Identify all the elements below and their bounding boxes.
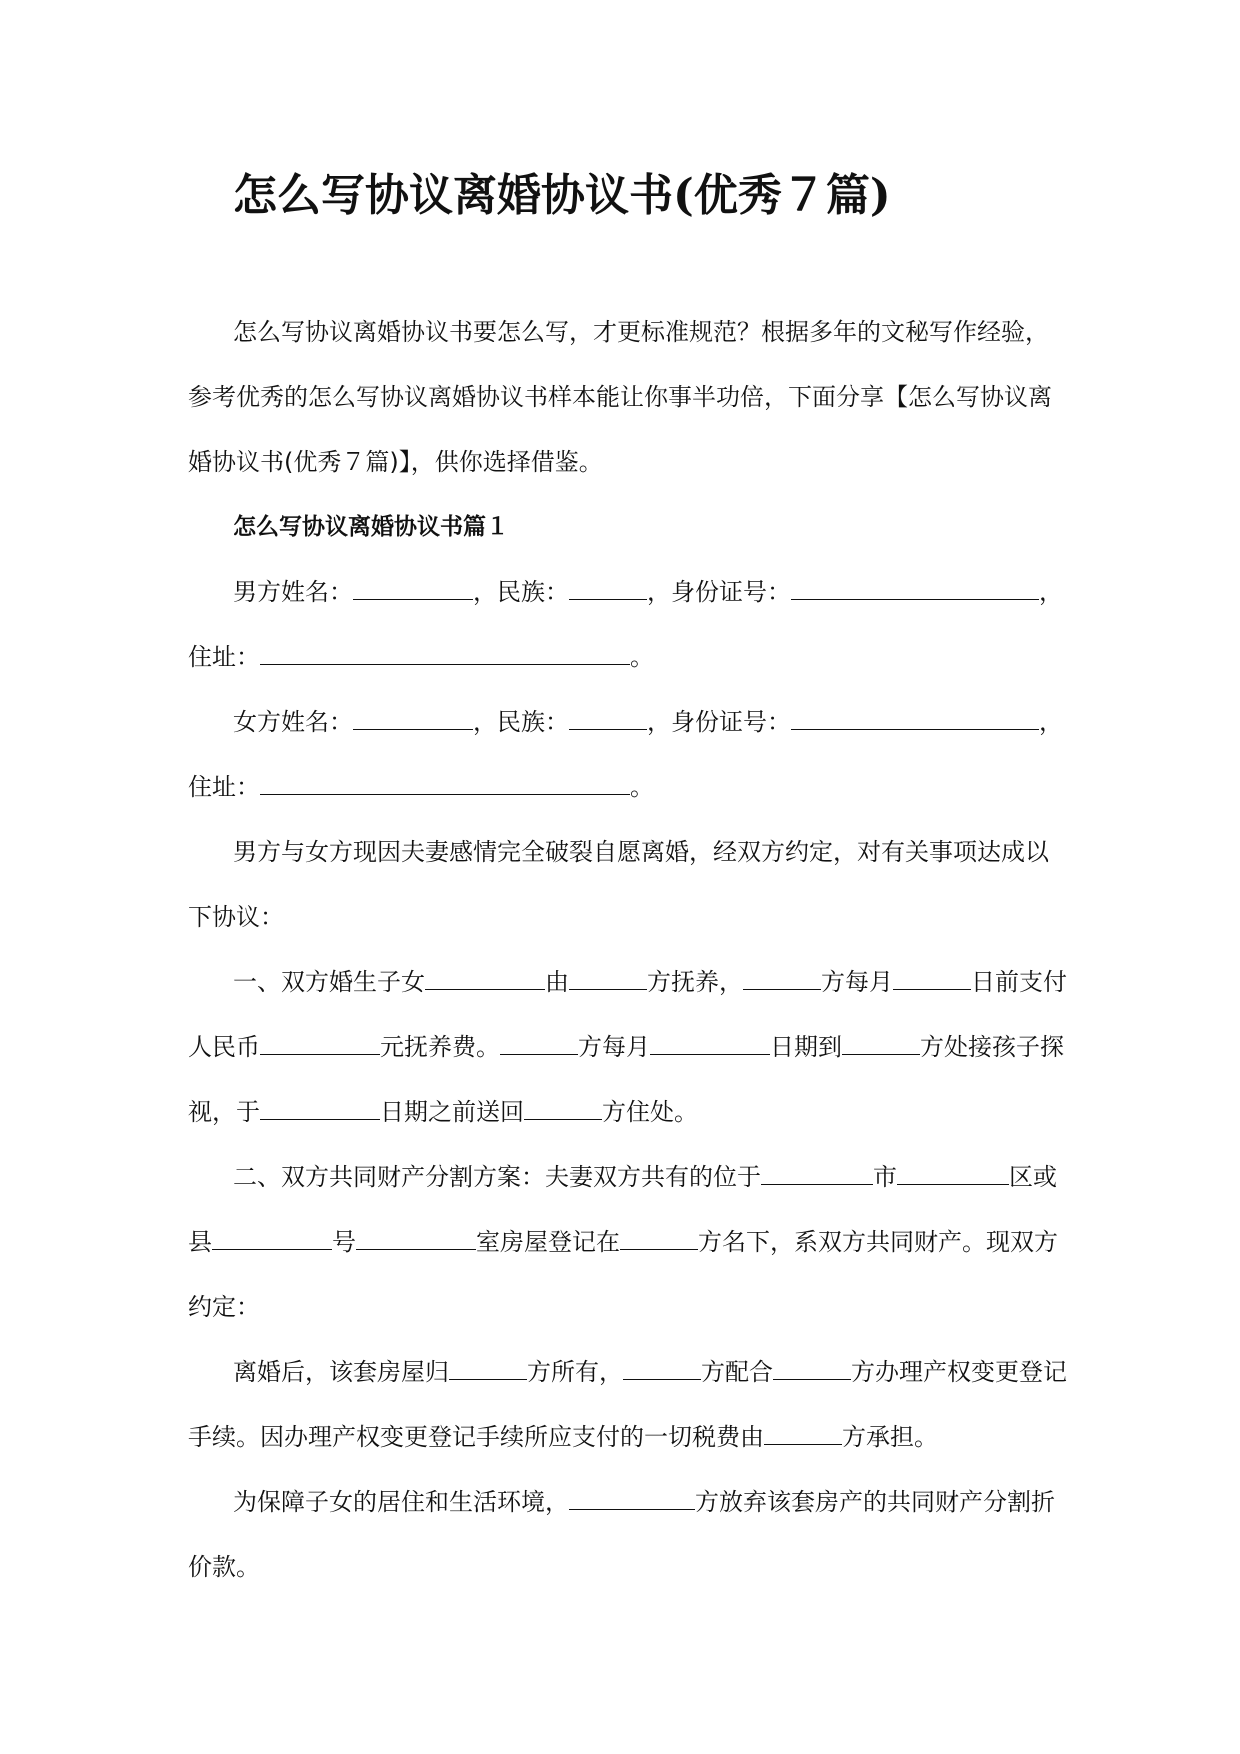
man-info-paragraph [188,560,1068,690]
man-name-label: 男方姓名： [233,578,353,606]
document-page [188,0,1068,1754]
woman-info-paragraph [188,690,1068,820]
clause-1-blank-2 [569,967,647,990]
clause-1-text-7: 方每月 [578,1033,650,1061]
clause-1-blank-5 [260,1032,380,1055]
woman-name-blank [353,707,473,730]
man-id-blank-tail [1027,577,1039,600]
section-heading: 怎么写协议离婚协议书篇１ [233,514,509,540]
clause-1-text-4: 方每月 [821,968,893,996]
clause-2-blank-5 [620,1227,698,1250]
woman-end: 。 [630,773,654,801]
clause-2-blank-3 [212,1227,332,1250]
man-addr-label: ，住址： [188,578,1063,671]
clause-1-blank-8 [842,1032,920,1055]
clause-3-paragraph [188,1340,1068,1470]
clause-2-text-3: 区或县 [188,1163,1057,1256]
clause-1-text-5: 日前支付人民币 [188,968,1067,1061]
clause-1-text-9: 方处接孩子探视，于 [188,1033,1064,1126]
clause-1-blank-1 [425,967,545,990]
clause-1-blank-7 [650,1032,770,1055]
clause-1-blank-9 [260,1097,380,1120]
woman-name-label: 女方姓名： [233,708,353,736]
clause-4-text-1: 为保障子女的居住和生活环境， [233,1488,569,1516]
preamble-paragraph: 男方与女方现因夫妻感情完全破裂自愿离婚，经双方约定，对有关事项达成以下协议： [188,838,1049,931]
clause-1-text-1: 一、双方婚生子女 [233,968,425,996]
clause-1-text-3: 方抚养， [647,968,743,996]
woman-id-label: ，身份证号： [647,708,791,736]
clause-4-blank-1 [569,1487,695,1510]
clause-2-text-1: 二、双方共同财产分割方案：夫妻双方共有的位于 [233,1163,761,1191]
woman-ethnic-label: ，民族： [473,708,569,736]
woman-ethnic-blank [569,707,647,730]
clause-1-text-11: 方住处。 [602,1098,698,1126]
clause-3-blank-3 [773,1357,851,1380]
clause-3-text-5: 方承担。 [842,1423,938,1451]
clause-3-text-2: 方所有， [527,1358,623,1386]
clause-1-text-8: 日期到 [770,1033,842,1061]
clause-4-paragraph [188,1470,1068,1600]
clause-1-blank-10 [524,1097,602,1120]
clause-2-blank-1 [761,1162,873,1185]
clause-3-blank-2 [623,1357,701,1380]
man-ethnic-label: ，民族： [473,578,569,606]
man-end: 。 [630,643,654,671]
clause-2-text-4: 号 [332,1228,356,1256]
clause-1-text-6: 元抚养费。 [380,1033,500,1061]
clause-1-paragraph [188,950,1068,1145]
man-id-blank [791,577,1027,600]
woman-id-blank-tail [1027,707,1039,730]
clause-3-text-1: 离婚后，该套房屋归 [233,1358,449,1386]
clause-3-text-4: 方办理产权变更登记手续。因办理产权变更登记手续所应支付的一切税费由 [188,1358,1067,1451]
clause-1-blank-6 [500,1032,578,1055]
document-body [188,300,1068,1600]
man-addr-blank [260,642,630,665]
clause-2-text-6: 方名下，系双方共同财产。现双方约定： [188,1228,1058,1321]
man-id-label: ，身份证号： [647,578,791,606]
intro-paragraph: 怎么写协议离婚协议书要怎么写，才更标准规范？根据多年的文秘写作经验，参考优秀的怎么写协议离婚协议书样本能让你事半功倍，下面分享【怎么写协议离婚协议书(优秀７篇)】，供你选择借鉴。 [188,318,1052,476]
clause-4-text-2: 方放弃该套房产的共同财产分割折价款。 [188,1488,1055,1581]
woman-addr-label: ，住址： [188,708,1063,801]
clause-2-blank-4 [356,1227,476,1250]
clause-2-text-2: 市 [873,1163,897,1191]
clause-1-text-10: 日期之前送回 [380,1098,524,1126]
document-title: 怎么写协议离婚协议书(优秀７篇) [233,170,891,221]
man-name-blank [353,577,473,600]
clause-3-blank-1 [449,1357,527,1380]
clause-1-blank-4 [893,967,971,990]
clause-2-text-5: 室房屋登记在 [476,1228,620,1256]
clause-1-text-2: 由 [545,968,569,996]
clause-2-paragraph [188,1145,1068,1340]
woman-id-blank [791,707,1027,730]
clause-3-blank-4 [764,1422,842,1445]
man-ethnic-blank [569,577,647,600]
woman-addr-blank [260,772,630,795]
clause-1-blank-3 [743,967,821,990]
clause-2-blank-2 [897,1162,1009,1185]
clause-3-text-3: 方配合 [701,1358,773,1386]
